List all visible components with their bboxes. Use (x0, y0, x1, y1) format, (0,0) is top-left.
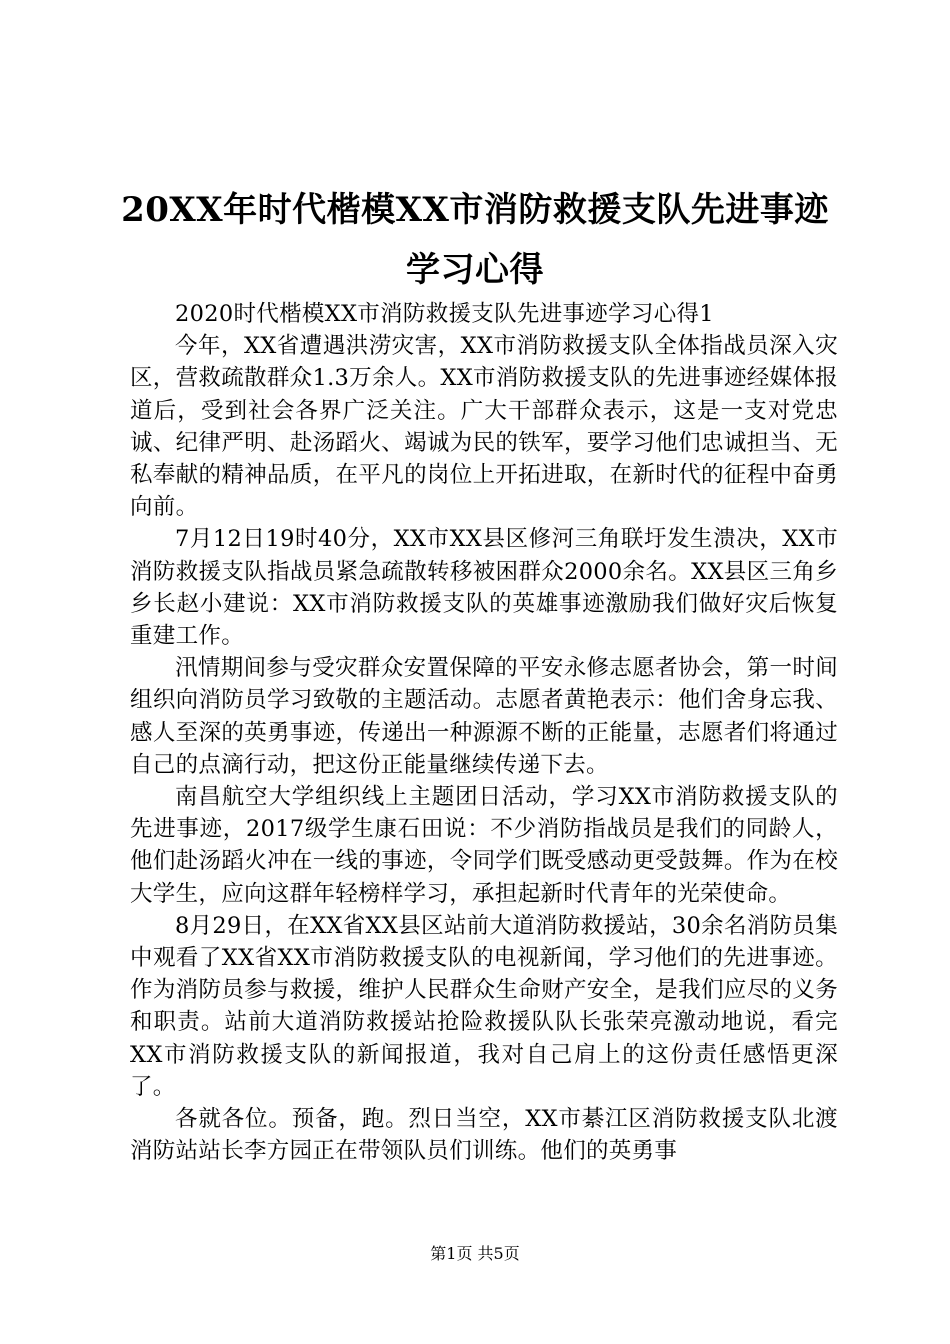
body-paragraph: 各就各位。预备，跑。烈日当空，XX市綦江区消防救援支队北渡消防站站长李方园正在带领队员们训练。他们的英勇事 (130, 1106, 838, 1165)
body-paragraph: 7月12日19时40分，XX市XX县区修河三角联圩发生溃决，XX市消防救援支队指战员紧急疏散转移被困群众2000余名。XX县区三角乡乡长赵小建说：XX市消防救援支队的英雄事迹激励我们做好灾后恢复重建工作。 (130, 526, 838, 650)
page-footer: 第1页 共5页 (430, 1244, 520, 1263)
document-title-line-1: 20XX年时代楷模XX市消防救援支队先进事迹 (121, 190, 829, 230)
body-paragraph: 汛情期间参与受灾群众安置保障的平安永修志愿者协会，第一时间组织向消防员学习致敬的主题活动。志愿者黄艳表示：他们舍身忘我、感人至深的英勇事迹，传递出一种源源不断的正能量，志愿者们将通过自己的点滴行动，把这份正能量继续传递下去。 (130, 655, 838, 778)
body-paragraph: 南昌航空大学组织线上主题团日活动，学习XX市消防救援支队的先进事迹，2017级学生康石田说：不少消防指战员是我们的同龄人，他们赴汤蹈火冲在一线的事迹，令同学们既受感动更受鼓舞。作为在校大学生，应向这群年轻榜样学习，承担起新时代青年的光荣使命。 (130, 784, 838, 907)
document-title-line-2: 学习心得 (406, 250, 544, 290)
document-body (130, 298, 838, 1167)
body-paragraph: 今年，XX省遭遇洪涝灾害，XX市消防救援支队全体指战员深入灾区，营救疏散群众1.3万余人。XX市消防救援支队的先进事迹经媒体报道后，受到社会各界广泛关注。广大干部群众表示，这是一支对党忠诚、纪律严明、赴汤蹈火、竭诚为民的铁军，要学习他们忠诚担当、无私奉献的精神品质，在平凡的岗位上开拓进取，在新时代的征程中奋勇向前。 (130, 333, 838, 521)
body-paragraph: 8月29日，在XX省XX县区站前大道消防救援站，30余名消防员集中观看了XX省XX市消防救援支队的电视新闻，学习他们的先进事迹。作为消防员参与救援，维护人民群众生命财产安全，是我们应尽的义务和职责。站前大道消防救援站抢险救援队队长张荣亮激动地说，看完XX市消防救援支队的新闻报道，我对自己肩上的这份责任感悟更深了。 (130, 912, 838, 1100)
subtitle-paragraph: 2020时代楷模XX市消防救援支队先进事迹学习心得1 (175, 301, 714, 327)
